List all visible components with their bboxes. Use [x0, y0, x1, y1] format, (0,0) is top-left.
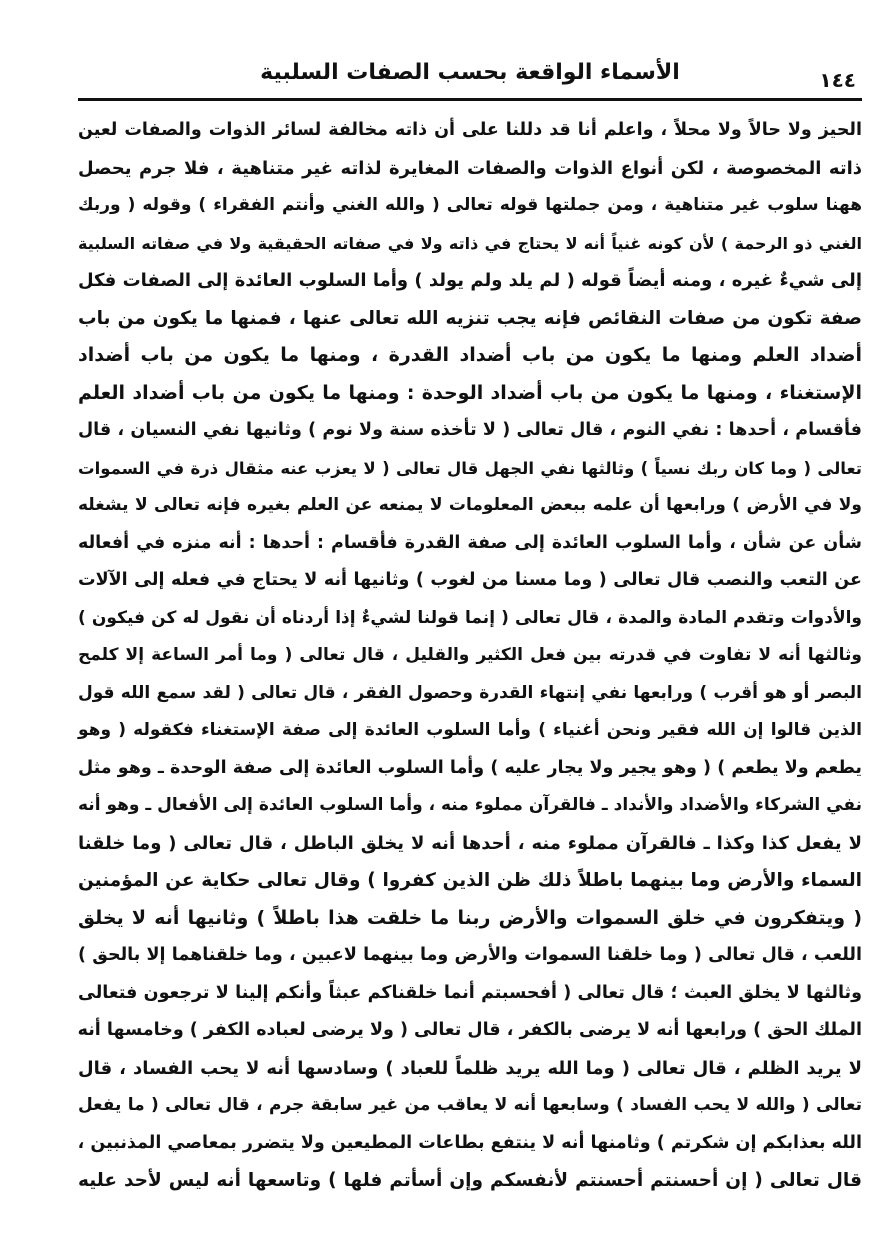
text-line: الغني ذو الرحمة ) لأن كونه غنياً أنه لا يحتاج في ذاته ولا في صفاته الحقيقية ولا في صفاته السلبية — [78, 233, 862, 253]
text-line: وثالثها لا يخلق العبث ؛ قال تعالى ( أفحسبتم أنما خلقناكم عبثاً وأنكم إلينا لا ترجعون فتعالى — [78, 982, 862, 1003]
page-number: ١٤٤ — [819, 68, 856, 92]
text-line: الحيز ولا حالاً ولا محلاً ، واعلم أنا قد دللنا على أن ذاته مخالفة لسائر الذوات والصفات لعين — [78, 120, 862, 140]
text-line: وثالثها أنه لا تفاوت في قدرته بين فعل الكثير والقليل ، قال تعالى ( وما أمر الساعة إلا كلمح — [78, 645, 862, 665]
text-line: الإستغناء ، ومنها ما يكون من باب أضداد الوحدة : ومنها ما يكون من باب أضداد العلم — [78, 381, 862, 404]
text-line: أضداد العلم ومنها ما يكون من باب أضداد القدرة ، ومنها ما يكون من باب أضداد — [78, 344, 862, 366]
text-line: صفة تكون من صفات النقائص فإنه يجب تنزيه الله تعالى عنها ، فمنها ما يكون من باب — [78, 307, 862, 329]
text-line: شأن عن شأن ، وأما السلوب العائدة إلى صفة القدرة فأقسام : أحدها : أنه منزه في أفعاله — [78, 532, 862, 553]
text-line: لا يريد الظلم ، قال تعالى ( وما الله يريد ظلماً للعباد ) وسادسها أنه لا يحب الفساد ، قال — [78, 1057, 862, 1079]
text-line: تعالى ( وما كان ربك نسياً ) وثالثها نفي الجهل قال تعالى ( لا يعزب عنه مثقال ذرة في السموات — [78, 458, 862, 478]
text-line: ذاته المخصوصة ، لكن أنواع الذوات والصفات المغايرة لذاته غير متناهية ، فلا جرم يحصل — [78, 157, 862, 179]
text-line: والأدوات وتقدم المادة والمدة ، قال تعالى ( إنما قولنا لشيءٌ إذا أردناه أن نقول له كن فيكون ) — [78, 607, 862, 628]
text-line: ههنا سلوب غير متناهية ، ومن جملتها قوله تعالى ( والله الغني وأنتم الفقراء ) وقوله ( وربك — [78, 195, 862, 215]
text-line: يطعم ولا يطعم ) ( وهو يجير ولا يجار عليه ) وأما السلوب العائدة إلى صفة الوحدة ـ وهو مثل — [78, 757, 862, 778]
text-line: تعالى ( والله لا يحب الفساد ) وسابعها أنه لا يعاقب من غير سابقة جرم ، قال تعالى ( ما يفعل — [78, 1095, 862, 1115]
text-line: اللعب ، قال تعالى ( وما خلقنا السموات والأرض وما بينهما لاعبين ، وما خلقناهما إلا بالحق ) — [78, 945, 862, 965]
text-line: نفي الشركاء والأضداد والأنداد ـ فالقرآن مملوء منه ، وأما السلوب العائدة إلى الأفعال ـ وهو أنه — [78, 795, 862, 815]
text-line: السماء والأرض وما بينهما باطلاً ذلك ظن الذين كفروا ) وقال تعالى حكاية عن المؤمنين — [78, 870, 862, 891]
text-line: الملك الحق ) ورابعها أنه لا يرضى بالكفر ، قال تعالى ( ولا يرضى لعباده الكفر ) وخامسها أنه — [77, 1020, 862, 1040]
text-line: لا يفعل كذا وكذا ـ فالقرآن مملوء منه ، أحدها أنه لا يخلق الباطل ، قال تعالى ( وما خلقنا — [78, 832, 862, 854]
text-line: ولا في الأرض ) ورابعها أن علمه ببعض المعلومات لا يمنعه عن العلم بغيره فإنه تعالى لا يشغله — [78, 495, 862, 515]
text-line: إلى شيءٌ غيره ، ومنه أيضاً قوله ( لم يلد ولم يولد ) وأما السلوب العائدة إلى الصفات فكل — [77, 270, 862, 291]
text-line: الذين قالوا إن الله فقير ونحن أغنياء ) وأما السلوب العائدة إلى صفة الإستغناء فكقوله ( وهو — [78, 720, 862, 740]
text-line: عن التعب والنصب قال تعالى ( وما مسنا من لغوب ) وثانيها أنه لا يحتاج في فعله إلى الآلات — [78, 570, 862, 590]
text-line: ( ويتفكرون في خلق السموات والأرض ربنا ما خلقت هذا باطلاً ) وثانيها أنه لا يخلق — [78, 906, 862, 929]
body-text — [78, 112, 862, 1200]
text-line: قال تعالى ( إن أحسنتم أحسنتم لأنفسكم وإن أسأتم فلها ) وتاسعها أنه ليس لأحد عليه — [78, 1170, 862, 1191]
header-rule — [78, 98, 862, 101]
text-line: فأقسام ، أحدها : نفي النوم ، قال تعالى ( لا تأخذه سنة ولا نوم ) وثانيها نفي النسيان ، قال — [78, 420, 862, 440]
text-line: الله بعذابكم إن شكرتم ) وثامنها أنه لا ينتفع بطاعات المطيعين ولا يتضرر بمعاصي المذنبين ، — [77, 1132, 862, 1153]
text-line: البصر أو هو أقرب ) ورابعها نفي إنتهاء القدرة وحصول الفقر ، قال تعالى ( لقد سمع الله قول — [78, 682, 862, 703]
page-header — [78, 56, 862, 96]
running-title: الأسماء الواقعة بحسب الصفات السلبية — [260, 60, 680, 85]
